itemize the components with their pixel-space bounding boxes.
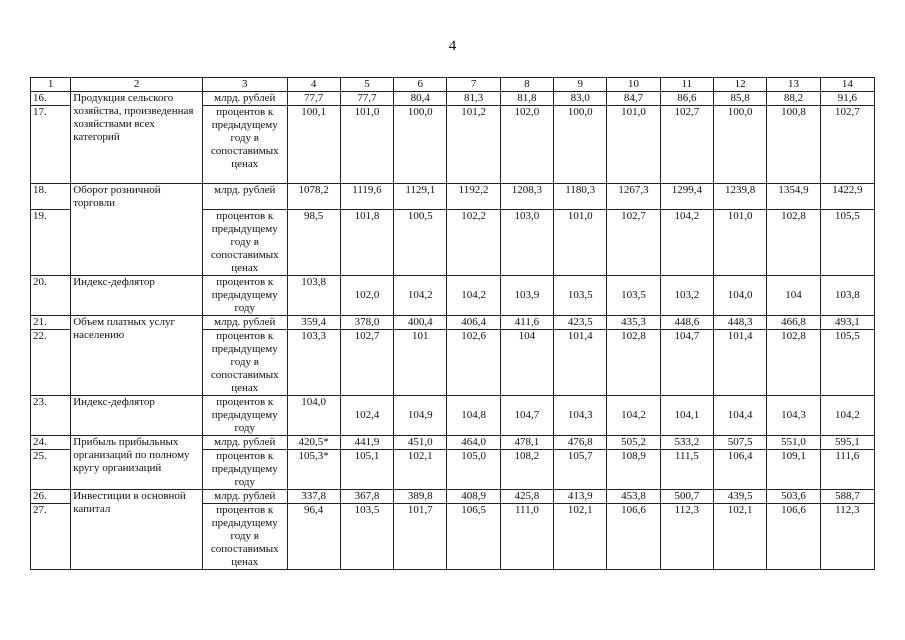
row-number: 27. xyxy=(31,504,71,570)
row-number: 16. xyxy=(31,92,71,106)
value-cell: 101,2 xyxy=(447,106,500,184)
value-cell: 98,5 xyxy=(287,210,340,276)
value-cell: 111,0 xyxy=(500,504,553,570)
value-cell: 448,3 xyxy=(714,316,767,330)
value-cell: 100,0 xyxy=(554,106,607,184)
value-cell: 595,1 xyxy=(820,436,874,450)
value-cell: 104,2 xyxy=(394,276,447,316)
value-cell: 1208,3 xyxy=(500,184,553,210)
unit-cell: млрд. рублей xyxy=(203,92,288,106)
value-cell: 104,3 xyxy=(554,396,607,436)
value-cell: 104,4 xyxy=(714,396,767,436)
value-cell: 1129,1 xyxy=(394,184,447,210)
value-cell: 551,0 xyxy=(767,436,820,450)
value-cell: 100,8 xyxy=(767,106,820,184)
indicator-label: Индекс-дефлятор xyxy=(71,276,203,316)
statistics-table xyxy=(30,77,875,570)
unit-cell: млрд. рублей xyxy=(203,316,288,330)
row-number: 21. xyxy=(31,316,71,330)
column-number-6: 6 xyxy=(394,78,447,92)
value-cell: 441,9 xyxy=(340,436,393,450)
value-cell: 466,8 xyxy=(767,316,820,330)
row-number: 24. xyxy=(31,436,71,450)
row-number: 22. xyxy=(31,330,71,396)
value-cell: 106,6 xyxy=(767,504,820,570)
value-cell: 104,3 xyxy=(767,396,820,436)
value-cell: 503,6 xyxy=(767,490,820,504)
value-cell: 101,7 xyxy=(394,504,447,570)
value-cell: 77,7 xyxy=(340,92,393,106)
value-cell: 102,0 xyxy=(340,276,393,316)
value-cell: 100,0 xyxy=(714,106,767,184)
value-cell: 101,0 xyxy=(714,210,767,276)
value-cell: 101,8 xyxy=(340,210,393,276)
value-cell: 448,6 xyxy=(660,316,713,330)
value-cell: 103,8 xyxy=(287,276,340,316)
indicator-label: Индекс-дефлятор xyxy=(71,396,203,436)
value-cell: 500,7 xyxy=(660,490,713,504)
value-cell: 103,9 xyxy=(500,276,553,316)
column-number-4: 4 xyxy=(287,78,340,92)
value-cell: 505,2 xyxy=(607,436,660,450)
value-cell: 105,5 xyxy=(820,210,874,276)
value-cell: 102,6 xyxy=(447,330,500,396)
table-row xyxy=(31,436,875,450)
unit-cell: процентов к предыдущему году xyxy=(203,396,288,436)
table-row xyxy=(31,490,875,504)
value-cell: 105,5 xyxy=(820,330,874,396)
value-cell: 101,4 xyxy=(714,330,767,396)
value-cell: 439,5 xyxy=(714,490,767,504)
unit-cell: млрд. рублей xyxy=(203,184,288,210)
value-cell: 101,0 xyxy=(554,210,607,276)
value-cell: 1299,4 xyxy=(660,184,713,210)
column-number-3: 3 xyxy=(203,78,288,92)
value-cell: 104,2 xyxy=(660,210,713,276)
value-cell: 493,1 xyxy=(820,316,874,330)
value-cell: 102,0 xyxy=(500,106,553,184)
table-row xyxy=(31,92,875,106)
value-cell: 109,1 xyxy=(767,450,820,490)
column-number-10: 10 xyxy=(607,78,660,92)
row-number: 23. xyxy=(31,396,71,436)
row-number: 26. xyxy=(31,490,71,504)
value-cell: 103,5 xyxy=(554,276,607,316)
value-cell: 86,6 xyxy=(660,92,713,106)
value-cell: 104,8 xyxy=(447,396,500,436)
value-cell: 104 xyxy=(500,330,553,396)
value-cell: 102,7 xyxy=(607,210,660,276)
value-cell: 1192,2 xyxy=(447,184,500,210)
page-number: 4 xyxy=(448,38,457,54)
value-cell: 103,8 xyxy=(820,276,874,316)
value-cell: 102,7 xyxy=(660,106,713,184)
value-cell: 106,5 xyxy=(447,504,500,570)
value-cell: 103,3 xyxy=(287,330,340,396)
value-cell: 84,7 xyxy=(607,92,660,106)
value-cell: 413,9 xyxy=(554,490,607,504)
column-number-7: 7 xyxy=(447,78,500,92)
unit-cell: млрд. рублей xyxy=(203,436,288,450)
value-cell: 423,5 xyxy=(554,316,607,330)
value-cell: 1078,2 xyxy=(287,184,340,210)
value-cell: 102,8 xyxy=(767,330,820,396)
value-cell: 103,5 xyxy=(607,276,660,316)
table-row xyxy=(31,276,875,316)
unit-cell: млрд. рублей xyxy=(203,490,288,504)
value-cell: 104 xyxy=(767,276,820,316)
column-number-11: 11 xyxy=(660,78,713,92)
column-number-8: 8 xyxy=(500,78,553,92)
unit-cell: процентов к предыдущему году в сопоставимых ценах xyxy=(203,330,288,396)
value-cell: 367,8 xyxy=(340,490,393,504)
value-cell: 108,9 xyxy=(607,450,660,490)
column-number-14: 14 xyxy=(820,78,874,92)
value-cell: 103,0 xyxy=(500,210,553,276)
unit-cell: процентов к предыдущему году в сопоставимых ценах xyxy=(203,210,288,276)
value-cell: 102,1 xyxy=(394,450,447,490)
value-cell: 1267,3 xyxy=(607,184,660,210)
value-cell: 102,8 xyxy=(767,210,820,276)
value-cell: 102,2 xyxy=(447,210,500,276)
value-cell: 478,1 xyxy=(500,436,553,450)
value-cell: 104,2 xyxy=(607,396,660,436)
value-cell: 104,0 xyxy=(714,276,767,316)
value-cell: 1354,9 xyxy=(767,184,820,210)
indicator-label: Объем платных услуг населению xyxy=(71,316,203,396)
value-cell: 81,3 xyxy=(447,92,500,106)
value-cell: 104,1 xyxy=(660,396,713,436)
column-number-header xyxy=(31,78,875,92)
value-cell: 83,0 xyxy=(554,92,607,106)
value-cell: 101,4 xyxy=(554,330,607,396)
value-cell: 451,0 xyxy=(394,436,447,450)
column-number-5: 5 xyxy=(340,78,393,92)
value-cell: 102,4 xyxy=(340,396,393,436)
row-number: 25. xyxy=(31,450,71,490)
value-cell: 106,4 xyxy=(714,450,767,490)
value-cell: 102,1 xyxy=(714,504,767,570)
value-cell: 104,7 xyxy=(500,396,553,436)
row-number: 19. xyxy=(31,210,71,276)
value-cell: 103,2 xyxy=(660,276,713,316)
value-cell: 102,7 xyxy=(340,330,393,396)
value-cell: 337,8 xyxy=(287,490,340,504)
value-cell: 105,3* xyxy=(287,450,340,490)
column-number-13: 13 xyxy=(767,78,820,92)
value-cell: 108,2 xyxy=(500,450,553,490)
value-cell: 1422,9 xyxy=(820,184,874,210)
value-cell: 111,6 xyxy=(820,450,874,490)
value-cell: 106,6 xyxy=(607,504,660,570)
value-cell: 88,2 xyxy=(767,92,820,106)
value-cell: 435,3 xyxy=(607,316,660,330)
table-row xyxy=(31,316,875,330)
value-cell: 533,2 xyxy=(660,436,713,450)
value-cell: 102,7 xyxy=(820,106,874,184)
column-number-9: 9 xyxy=(554,78,607,92)
indicator-label: Прибыль прибыльных организаций по полному кругу организаций xyxy=(71,436,203,490)
value-cell: 104,0 xyxy=(287,396,340,436)
column-number-12: 12 xyxy=(714,78,767,92)
value-cell: 101 xyxy=(394,330,447,396)
column-number-2: 2 xyxy=(71,78,203,92)
value-cell: 111,5 xyxy=(660,450,713,490)
row-number: 18. xyxy=(31,184,71,210)
value-cell: 425,8 xyxy=(500,490,553,504)
value-cell: 406,4 xyxy=(447,316,500,330)
value-cell: 476,8 xyxy=(554,436,607,450)
unit-cell: процентов к предыдущему году в сопоставимых ценах xyxy=(203,106,288,184)
unit-cell: процентов к предыдущему году в сопоставимых ценах xyxy=(203,504,288,570)
indicator-label: Продукция сельского хозяйства, произведенная хозяйствами всех категорий xyxy=(71,92,203,184)
value-cell: 103,5 xyxy=(340,504,393,570)
value-cell: 101,0 xyxy=(340,106,393,184)
row-number: 17. xyxy=(31,106,71,184)
value-cell: 100,0 xyxy=(394,106,447,184)
value-cell: 507,5 xyxy=(714,436,767,450)
value-cell: 104,9 xyxy=(394,396,447,436)
value-cell: 389,8 xyxy=(394,490,447,504)
value-cell: 112,3 xyxy=(660,504,713,570)
table-row xyxy=(31,396,875,436)
value-cell: 101,0 xyxy=(607,106,660,184)
value-cell: 102,8 xyxy=(607,330,660,396)
value-cell: 112,3 xyxy=(820,504,874,570)
value-cell: 400,4 xyxy=(394,316,447,330)
value-cell: 420,5* xyxy=(287,436,340,450)
table-row xyxy=(31,184,875,210)
value-cell: 359,4 xyxy=(287,316,340,330)
indicator-label: Инвестиции в основной капитал xyxy=(71,490,203,570)
value-cell: 104,2 xyxy=(820,396,874,436)
value-cell: 1180,3 xyxy=(554,184,607,210)
value-cell: 378,0 xyxy=(340,316,393,330)
value-cell: 104,7 xyxy=(660,330,713,396)
value-cell: 104,2 xyxy=(447,276,500,316)
value-cell: 453,8 xyxy=(607,490,660,504)
value-cell: 1119,6 xyxy=(340,184,393,210)
value-cell: 81,8 xyxy=(500,92,553,106)
value-cell: 77,7 xyxy=(287,92,340,106)
value-cell: 105,7 xyxy=(554,450,607,490)
indicator-label: Оборот розничной торговли xyxy=(71,184,203,276)
value-cell: 411,6 xyxy=(500,316,553,330)
unit-cell: процентов к предыдущему году xyxy=(203,276,288,316)
value-cell: 80,4 xyxy=(394,92,447,106)
row-number: 20. xyxy=(31,276,71,316)
value-cell: 408,9 xyxy=(447,490,500,504)
value-cell: 464,0 xyxy=(447,436,500,450)
unit-cell: процентов к предыдущему году xyxy=(203,450,288,490)
value-cell: 100,5 xyxy=(394,210,447,276)
value-cell: 85,8 xyxy=(714,92,767,106)
column-number-1: 1 xyxy=(31,78,71,92)
value-cell: 100,1 xyxy=(287,106,340,184)
value-cell: 96,4 xyxy=(287,504,340,570)
value-cell: 105,1 xyxy=(340,450,393,490)
value-cell: 1239,8 xyxy=(714,184,767,210)
value-cell: 588,7 xyxy=(820,490,874,504)
value-cell: 102,1 xyxy=(554,504,607,570)
value-cell: 105,0 xyxy=(447,450,500,490)
value-cell: 91,6 xyxy=(820,92,874,106)
